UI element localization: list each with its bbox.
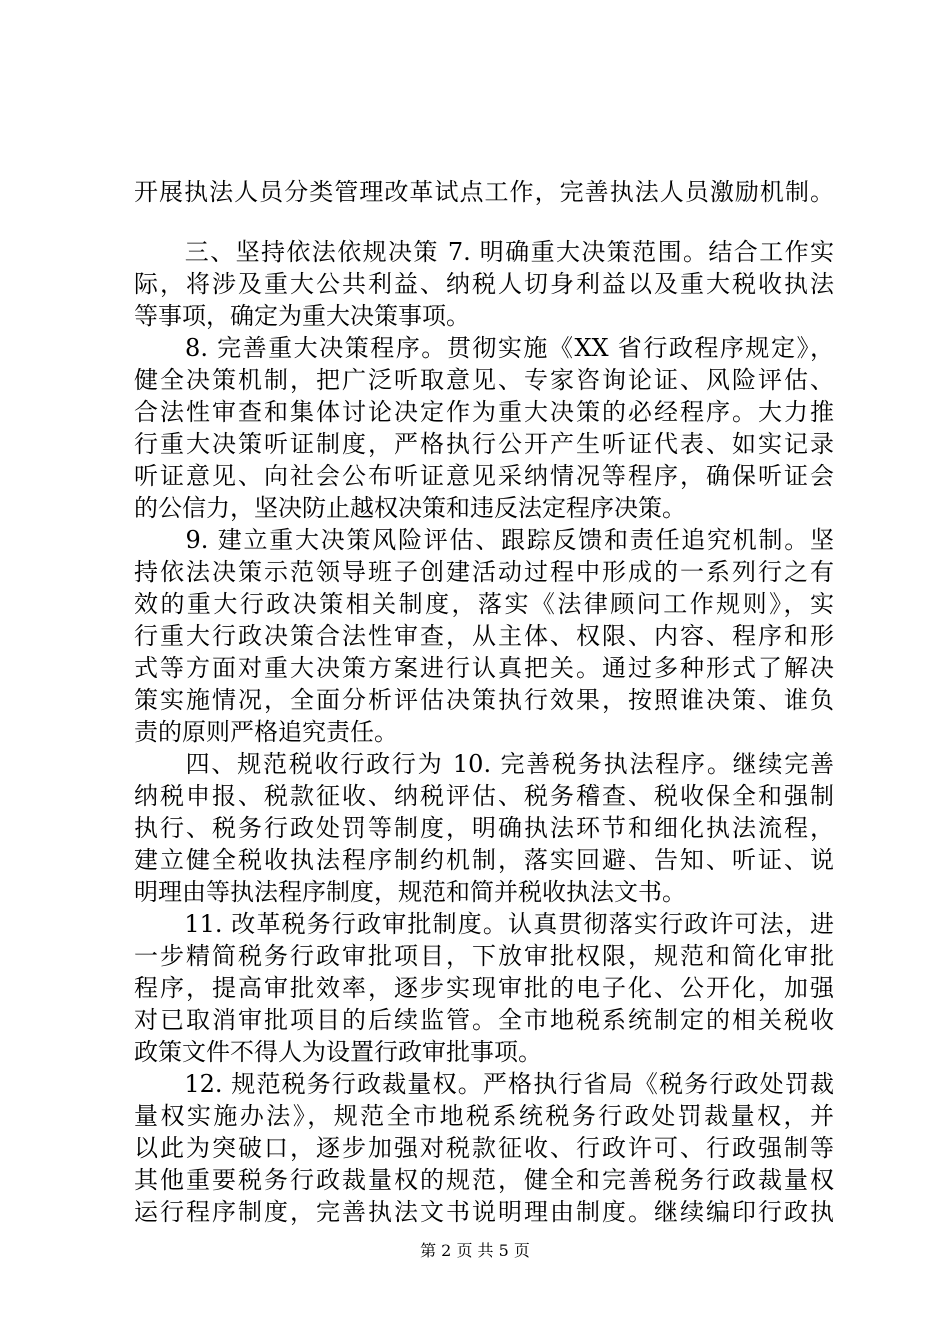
text-line: 持依法决策示范领导班子创建活动过程中形成的一系列行之有 xyxy=(134,558,834,586)
page-number-footer: 第 2 页 共 5 页 xyxy=(420,1241,530,1260)
text-line: 策实施情况，全面分析评估决策执行效果，按照谁决策、谁负 xyxy=(134,686,834,714)
text-line: 执行、税务行政处罚等制度，明确执法环节和细化执法流程， xyxy=(134,814,834,842)
text-line: 运行程序制度，完善执法文书说明理由制度。继续编印行政执 xyxy=(134,1198,834,1226)
text-line: 三、坚持依法依规决策 7. 明确重大决策范围。结合工作实 xyxy=(134,238,834,266)
text-line: 等事项，确定为重大决策事项。 xyxy=(134,302,470,330)
text-line: 明理由等执法程序制度，规范和简并税收执法文书。 xyxy=(134,878,686,906)
text-line: 纳税申报、税款征收、纳税评估、税务稽查、税收保全和强制 xyxy=(134,782,834,810)
text-line: 式等方面对重大决策方案进行认真把关。通过多种形式了解决 xyxy=(134,654,834,682)
text-line: 量权实施办法》，规范全市地税系统税务行政处罚裁量权，并 xyxy=(134,1102,834,1130)
text-line: 8. 完善重大决策程序。贯彻实施《XX 省行政程序规定》， xyxy=(134,334,834,362)
text-line: 合法性审查和集体讨论决定作为重大决策的必经程序。大力推 xyxy=(134,398,834,426)
text-line: 健全决策机制，把广泛听取意见、专家咨询论证、风险评估、 xyxy=(134,366,834,394)
text-line: 开展执法人员分类管理改革试点工作，完善执法人员激励机制。 xyxy=(134,178,834,206)
text-line: 对已取消审批项目的后续监管。全市地税系统制定的相关税收 xyxy=(134,1006,834,1034)
text-line: 四、规范税收行政行为 10. 完善税务执法程序。继续完善 xyxy=(134,750,834,778)
text-line: 程序，提高审批效率，逐步实现审批的电子化、公开化，加强 xyxy=(134,974,834,1002)
text-line: 其他重要税务行政裁量权的规范，健全和完善税务行政裁量权 xyxy=(134,1166,834,1194)
text-line: 效的重大行政决策相关制度，落实《法律顾问工作规则》，实 xyxy=(134,590,834,618)
text-line: 政策文件不得人为设置行政审批事项。 xyxy=(134,1038,542,1066)
text-line: 9. 建立重大决策风险评估、跟踪反馈和责任追究机制。坚 xyxy=(134,526,834,554)
text-line: 的公信力，坚决防止越权决策和违反法定程序决策。 xyxy=(134,494,686,522)
text-line: 11. 改革税务行政审批制度。认真贯彻落实行政许可法，进 xyxy=(134,910,834,938)
text-line: 一步精简税务行政审批项目，下放审批权限，规范和简化审批 xyxy=(134,942,834,970)
text-line: 行重大行政决策合法性审查，从主体、权限、内容、程序和形 xyxy=(134,622,834,650)
text-line: 际，将涉及重大公共利益、纳税人切身利益以及重大税收执法 xyxy=(134,270,834,298)
text-line: 以此为突破口，逐步加强对税款征收、行政许可、行政强制等 xyxy=(134,1134,834,1162)
text-line: 责的原则严格追究责任。 xyxy=(134,718,398,746)
text-line: 听证意见、向社会公布听证意见采纳情况等程序，确保听证会 xyxy=(134,462,834,490)
text-line: 建立健全税收执法程序制约机制，落实回避、告知、听证、说 xyxy=(134,846,834,874)
text-line: 行重大决策听证制度，严格执行公开产生听证代表、如实记录 xyxy=(134,430,834,458)
text-line: 12. 规范税务行政裁量权。严格执行省局《税务行政处罚裁 xyxy=(134,1070,834,1098)
